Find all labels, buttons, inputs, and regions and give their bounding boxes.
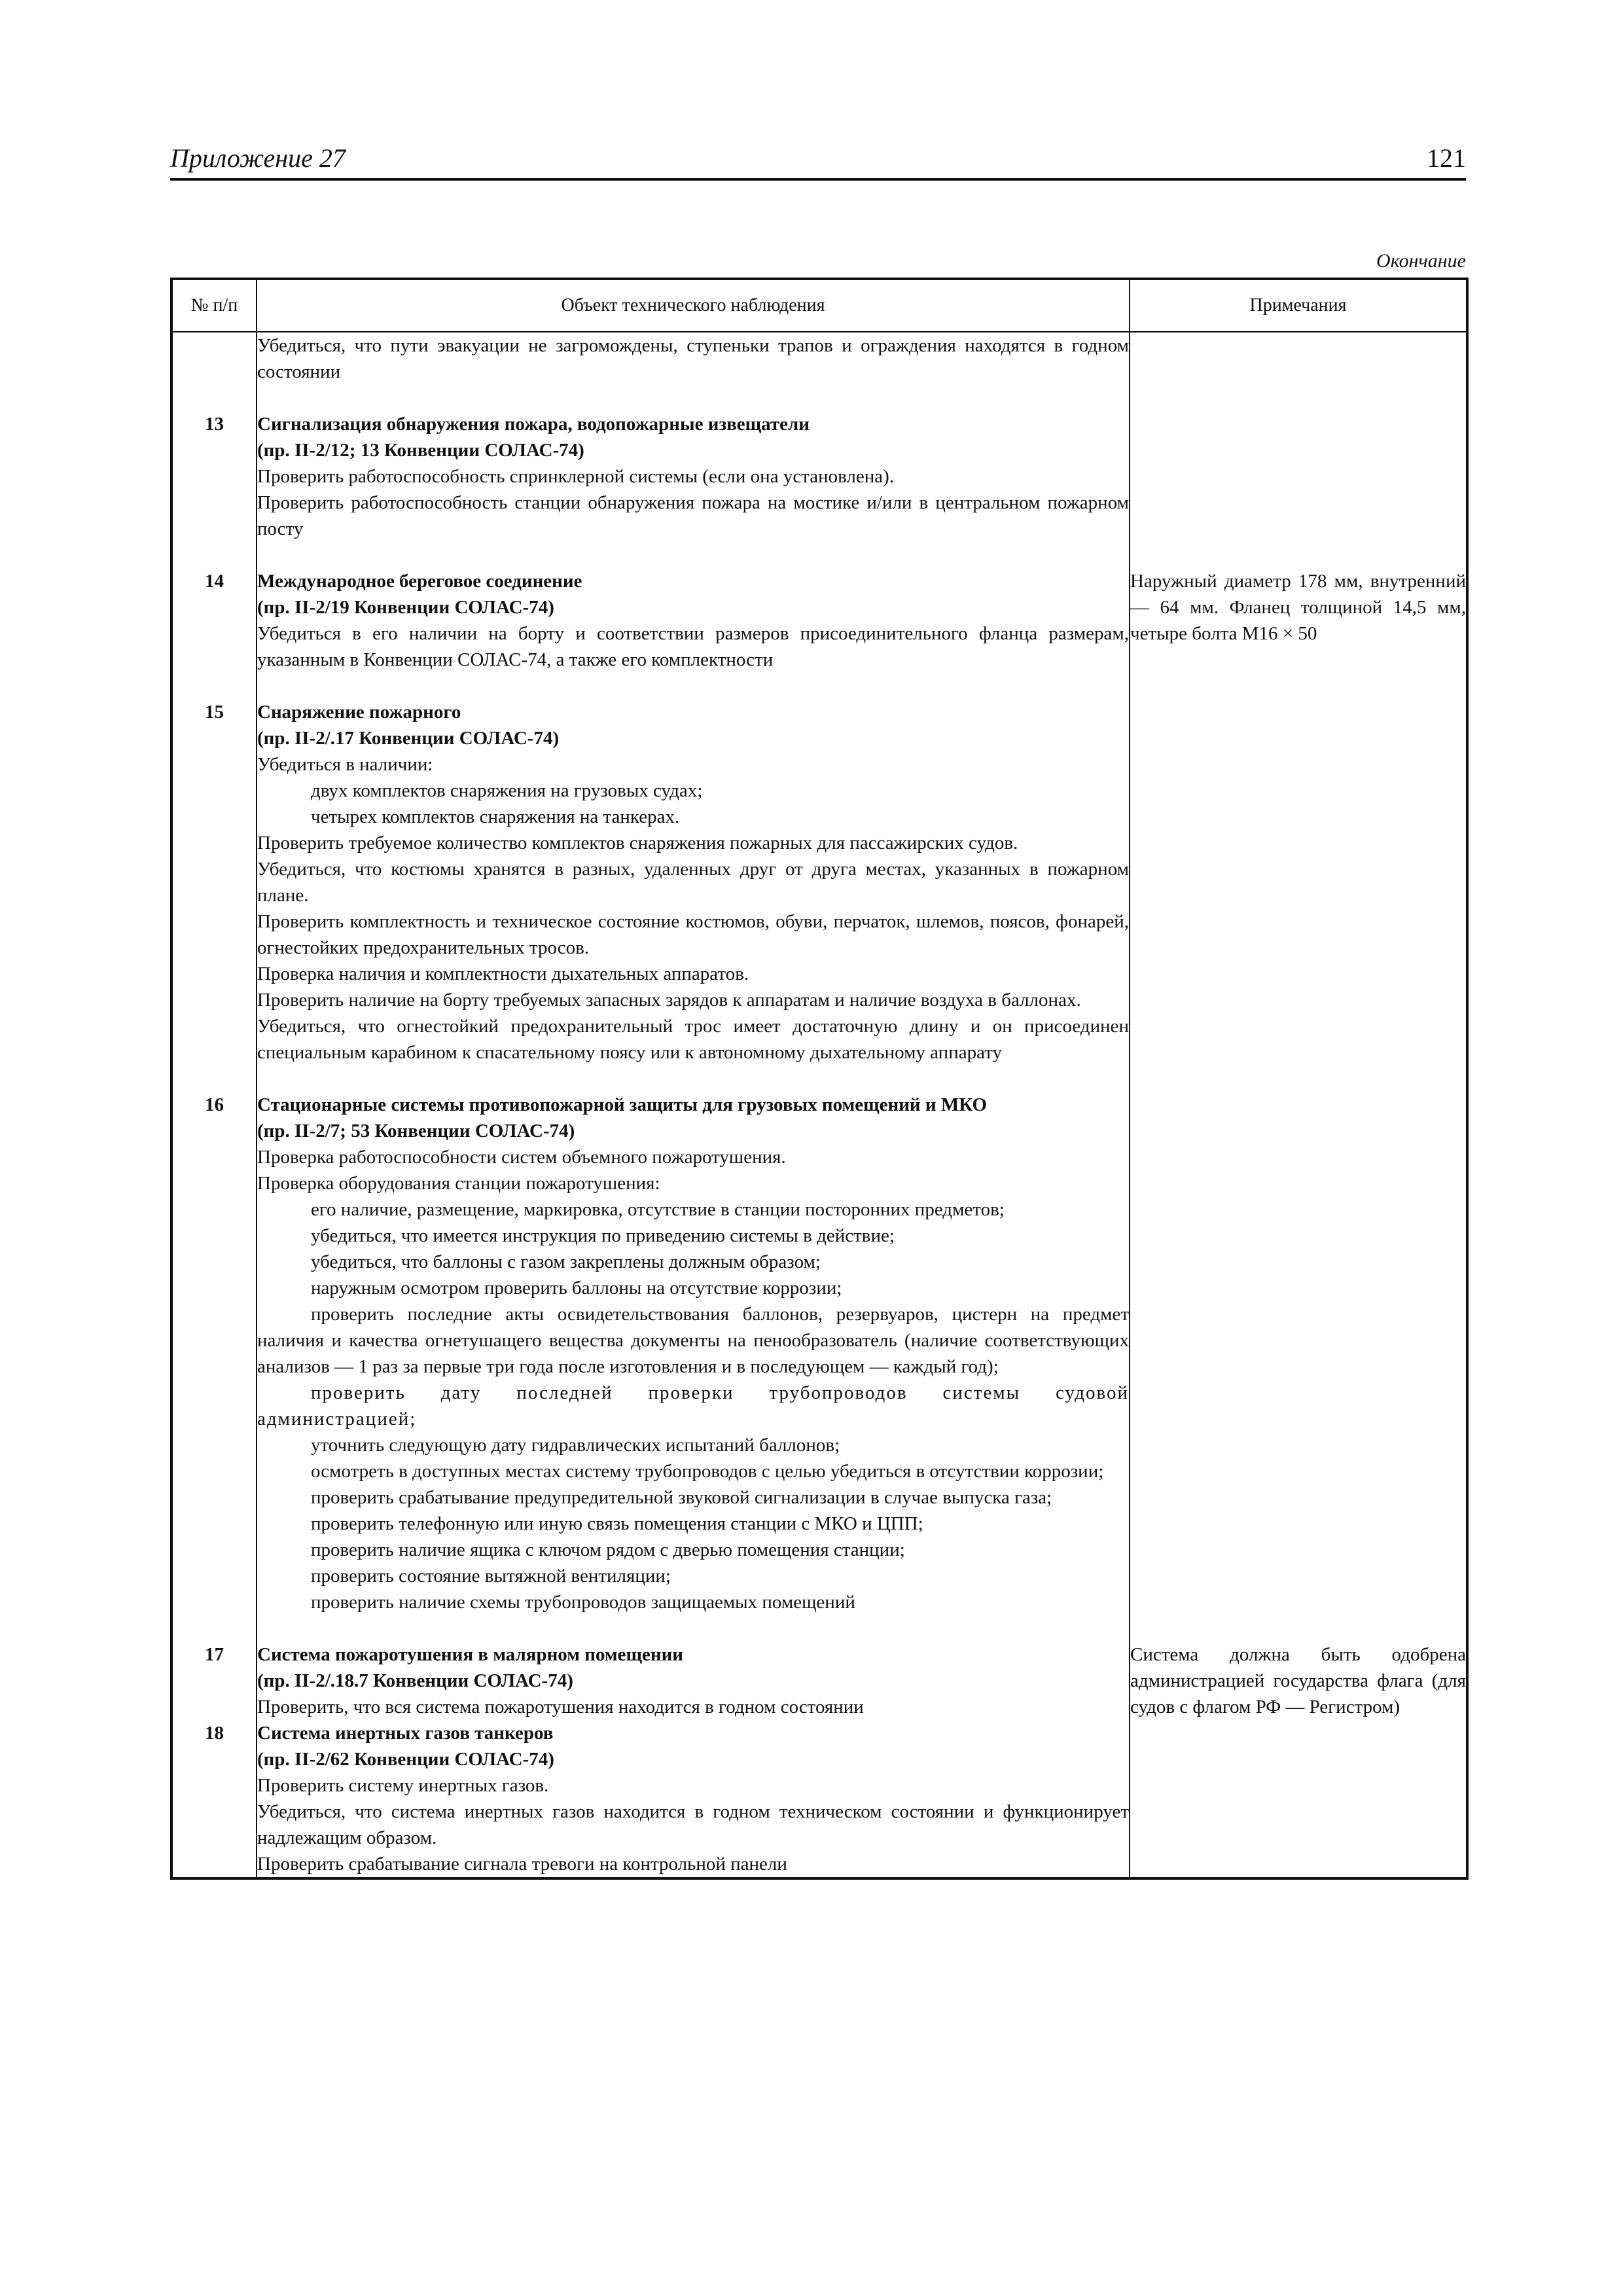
row-heading-line: (пр. II-2/.18.7 Конвенции СОЛАС-74) bbox=[257, 1670, 573, 1691]
row-heading-line: Стационарные системы противопожарной защиты для грузовых помещений и МКО bbox=[257, 1094, 988, 1115]
row-text-line: Убедиться, что пути эвакуации не загромождены, ступеньки трапов и ограждения находятся в годном состоянии bbox=[257, 335, 1129, 382]
header-rule bbox=[170, 178, 1466, 181]
spacer-cell bbox=[257, 1066, 1130, 1092]
spacer-cell bbox=[1130, 1615, 1467, 1641]
row-number: 16 bbox=[171, 1092, 257, 1615]
row-heading-line: Снаряжение пожарного bbox=[257, 702, 461, 723]
row-text-line: Проверить требуемое количество комплектов снаряжения пожарных для пассажирских судов. bbox=[257, 833, 1018, 853]
table-row bbox=[171, 1641, 1467, 1720]
row-text-line: Проверить срабатывание сигнала тревоги на контрольной панели bbox=[257, 1854, 787, 1874]
row-text-line: четырех комплектов снаряжения на танкерах. bbox=[311, 806, 680, 827]
row-text-line: наружным осмотром проверить баллоны на отсутствие коррозии; bbox=[311, 1278, 842, 1299]
spacer-cell bbox=[1130, 385, 1467, 411]
column-header-notes: Примечания bbox=[1130, 279, 1467, 332]
row-text-line: двух комплектов снаряжения на грузовых судах; bbox=[311, 780, 703, 801]
spacer-cell bbox=[1130, 673, 1467, 699]
row-number: 14 bbox=[171, 568, 257, 673]
row-object-cell bbox=[257, 568, 1130, 673]
row-note bbox=[1130, 1720, 1467, 1878]
row-text-line: проверить состояние вытяжной вентиляции; bbox=[311, 1566, 671, 1587]
row-text-line: Убедиться в его наличии на борту и соответствии размеров присоединительного фланца размерам, указанным в Конвенции СОЛАС-74, а также его комплектности bbox=[257, 623, 1129, 670]
spacer-cell bbox=[171, 1066, 257, 1092]
row-heading-line: (пр. II-2/19 Конвенции СОЛАС-74) bbox=[257, 597, 554, 618]
spacer-cell bbox=[257, 673, 1130, 699]
page-number: 121 bbox=[1427, 143, 1466, 173]
table-row bbox=[171, 1092, 1467, 1615]
row-object-cell bbox=[257, 332, 1130, 385]
row-heading-line: (пр. II-2/12; 13 Конвенции СОЛАС-74) bbox=[257, 440, 584, 461]
row-object-cell bbox=[257, 1641, 1130, 1720]
page-header bbox=[170, 143, 1466, 179]
spacer-cell bbox=[171, 385, 257, 411]
row-spacer bbox=[171, 385, 1467, 411]
row-note: Система должна быть одобрена администрацией государства флага (для судов с флагом РФ — Регистром) bbox=[1130, 1641, 1467, 1720]
row-number bbox=[171, 332, 257, 385]
row-note bbox=[1130, 1092, 1467, 1615]
row-text-line: Проверка работоспособности систем объемного пожаротушения. bbox=[257, 1147, 786, 1168]
row-heading-line: Международное береговое соединение bbox=[257, 571, 582, 592]
row-heading-line: Система пожаротушения в малярном помещении bbox=[257, 1644, 684, 1665]
row-heading-line: (пр. II-2/7; 53 Конвенции СОЛАС-74) bbox=[257, 1121, 575, 1141]
row-text-line: Проверить наличие на борту требуемых запасных зарядов к аппаратам и наличие воздуха в баллонах. bbox=[257, 990, 1081, 1011]
row-text-line: проверить наличие ящика с ключом рядом с дверью помещения станции; bbox=[311, 1539, 905, 1560]
row-note bbox=[1130, 699, 1467, 1066]
row-text-line: Убедиться, что костюмы хранятся в разных, удаленных друг от друга местах, указанных в пожарном плане. bbox=[257, 859, 1129, 906]
row-text-line: Убедиться, что система инертных газов находится в годном техническом состоянии и функционирует надлежащим образом. bbox=[257, 1801, 1129, 1848]
row-heading-line: Сигнализация обнаружения пожара, водопожарные извещатели bbox=[257, 414, 810, 435]
inspection-table bbox=[170, 278, 1469, 1880]
continuation-label: Окончание bbox=[1376, 250, 1466, 272]
column-header-number: № п/п bbox=[171, 279, 257, 332]
row-text-line: проверить телефонную или иную связь помещения станции с МКО и ЦПП; bbox=[311, 1513, 923, 1534]
row-text-line: Проверить работоспособность станции обнаружения пожара на мостике и/или в центральном пожарном посту bbox=[257, 492, 1129, 539]
row-number: 18 bbox=[171, 1720, 257, 1878]
row-text-line: Проверить, что вся система пожаротушения находится в годном состоянии bbox=[257, 1696, 864, 1717]
row-number: 13 bbox=[171, 411, 257, 542]
row-object-cell bbox=[257, 1092, 1130, 1615]
row-spacer bbox=[171, 542, 1467, 568]
spacer-cell bbox=[257, 1615, 1130, 1641]
row-text-line: проверить последние акты освидетельствования баллонов, резервуаров, цистерн на предмет наличия и качества огнетушащего вещества документы на пенообразователь (наличие соответствующих анализов — 1 раз за первые три года после изготовления и в последующем — каждый год); bbox=[257, 1304, 1129, 1377]
row-object-cell bbox=[257, 411, 1130, 542]
row-number: 15 bbox=[171, 699, 257, 1066]
row-text-line: Проверить работоспособность спринклерной системы (если она установлена). bbox=[257, 466, 895, 487]
spacer-cell bbox=[257, 385, 1130, 411]
table-row bbox=[171, 332, 1467, 385]
row-spacer bbox=[171, 673, 1467, 699]
row-text-line: Проверить систему инертных газов. bbox=[257, 1775, 549, 1796]
row-text-line: его наличие, размещение, маркировка, отсутствие в станции посторонних предметов; bbox=[311, 1199, 1005, 1220]
row-text-line: Убедиться, что огнестойкий предохранительный трос имеет достаточную длину и он присоединен специальным карабином к спасательному поясу или к автономному дыхательному аппарату bbox=[257, 1016, 1129, 1063]
row-object-cell bbox=[257, 1720, 1130, 1878]
table-body bbox=[171, 332, 1467, 1878]
row-text-line: убедиться, что баллоны с газом закреплены должным образом; bbox=[311, 1251, 821, 1272]
row-text-line: Проверка наличия и комплектности дыхательных аппаратов. bbox=[257, 963, 749, 984]
appendix-title: Приложение 27 bbox=[170, 143, 346, 173]
spacer-cell bbox=[171, 542, 257, 568]
row-text-line: Убедиться в наличии: bbox=[257, 754, 433, 775]
spacer-cell bbox=[1130, 542, 1467, 568]
column-header-object: Объект технического наблюдения bbox=[257, 279, 1130, 332]
row-spacer bbox=[171, 1066, 1467, 1092]
spacer-cell bbox=[257, 542, 1130, 568]
row-text-line: уточнить следующую дату гидравлических испытаний баллонов; bbox=[311, 1435, 840, 1456]
table-row bbox=[171, 1720, 1467, 1878]
row-text-line: проверить наличие схемы трубопроводов защищаемых помещений bbox=[311, 1592, 855, 1613]
row-text-line: проверить срабатывание предупредительной звуковой сигнализации в случае выпуска газа; bbox=[311, 1487, 1052, 1508]
row-note bbox=[1130, 411, 1467, 542]
table-header-row bbox=[171, 279, 1467, 332]
row-text-line: Проверка оборудования станции пожаротушения: bbox=[257, 1173, 660, 1194]
row-heading-line: Система инертных газов танкеров bbox=[257, 1723, 554, 1744]
row-text-line: проверить дату последней проверки трубопроводов системы судовой администрацией; bbox=[257, 1382, 1129, 1429]
row-text-line: Проверить комплектность и техническое состояние костюмов, обуви, перчаток, шлемов, поясов, фонарей, огнестойких предохранительных тросов. bbox=[257, 911, 1129, 958]
spacer-cell bbox=[171, 673, 257, 699]
spacer-cell bbox=[171, 1615, 257, 1641]
row-spacer bbox=[171, 1615, 1467, 1641]
row-heading-line: (пр. II-2/62 Конвенции СОЛАС-74) bbox=[257, 1749, 554, 1770]
row-note bbox=[1130, 332, 1467, 385]
row-text-line: осмотреть в доступных местах систему трубопроводов с целью убедиться в отсутствии коррозии; bbox=[311, 1461, 1104, 1482]
spacer-cell bbox=[1130, 1066, 1467, 1092]
row-note: Наружный диаметр 178 мм, внутренний — 64 мм. Фланец толщиной 14,5 мм, четыре болта М16 × 50 bbox=[1130, 568, 1467, 673]
row-text-line: убедиться, что имеется инструкция по приведению системы в действие; bbox=[311, 1225, 895, 1246]
table-row bbox=[171, 568, 1467, 673]
row-number: 17 bbox=[171, 1641, 257, 1720]
row-heading-line: (пр. II-2/.17 Конвенции СОЛАС-74) bbox=[257, 728, 560, 749]
row-object-cell bbox=[257, 699, 1130, 1066]
table-row bbox=[171, 411, 1467, 542]
table-row bbox=[171, 699, 1467, 1066]
